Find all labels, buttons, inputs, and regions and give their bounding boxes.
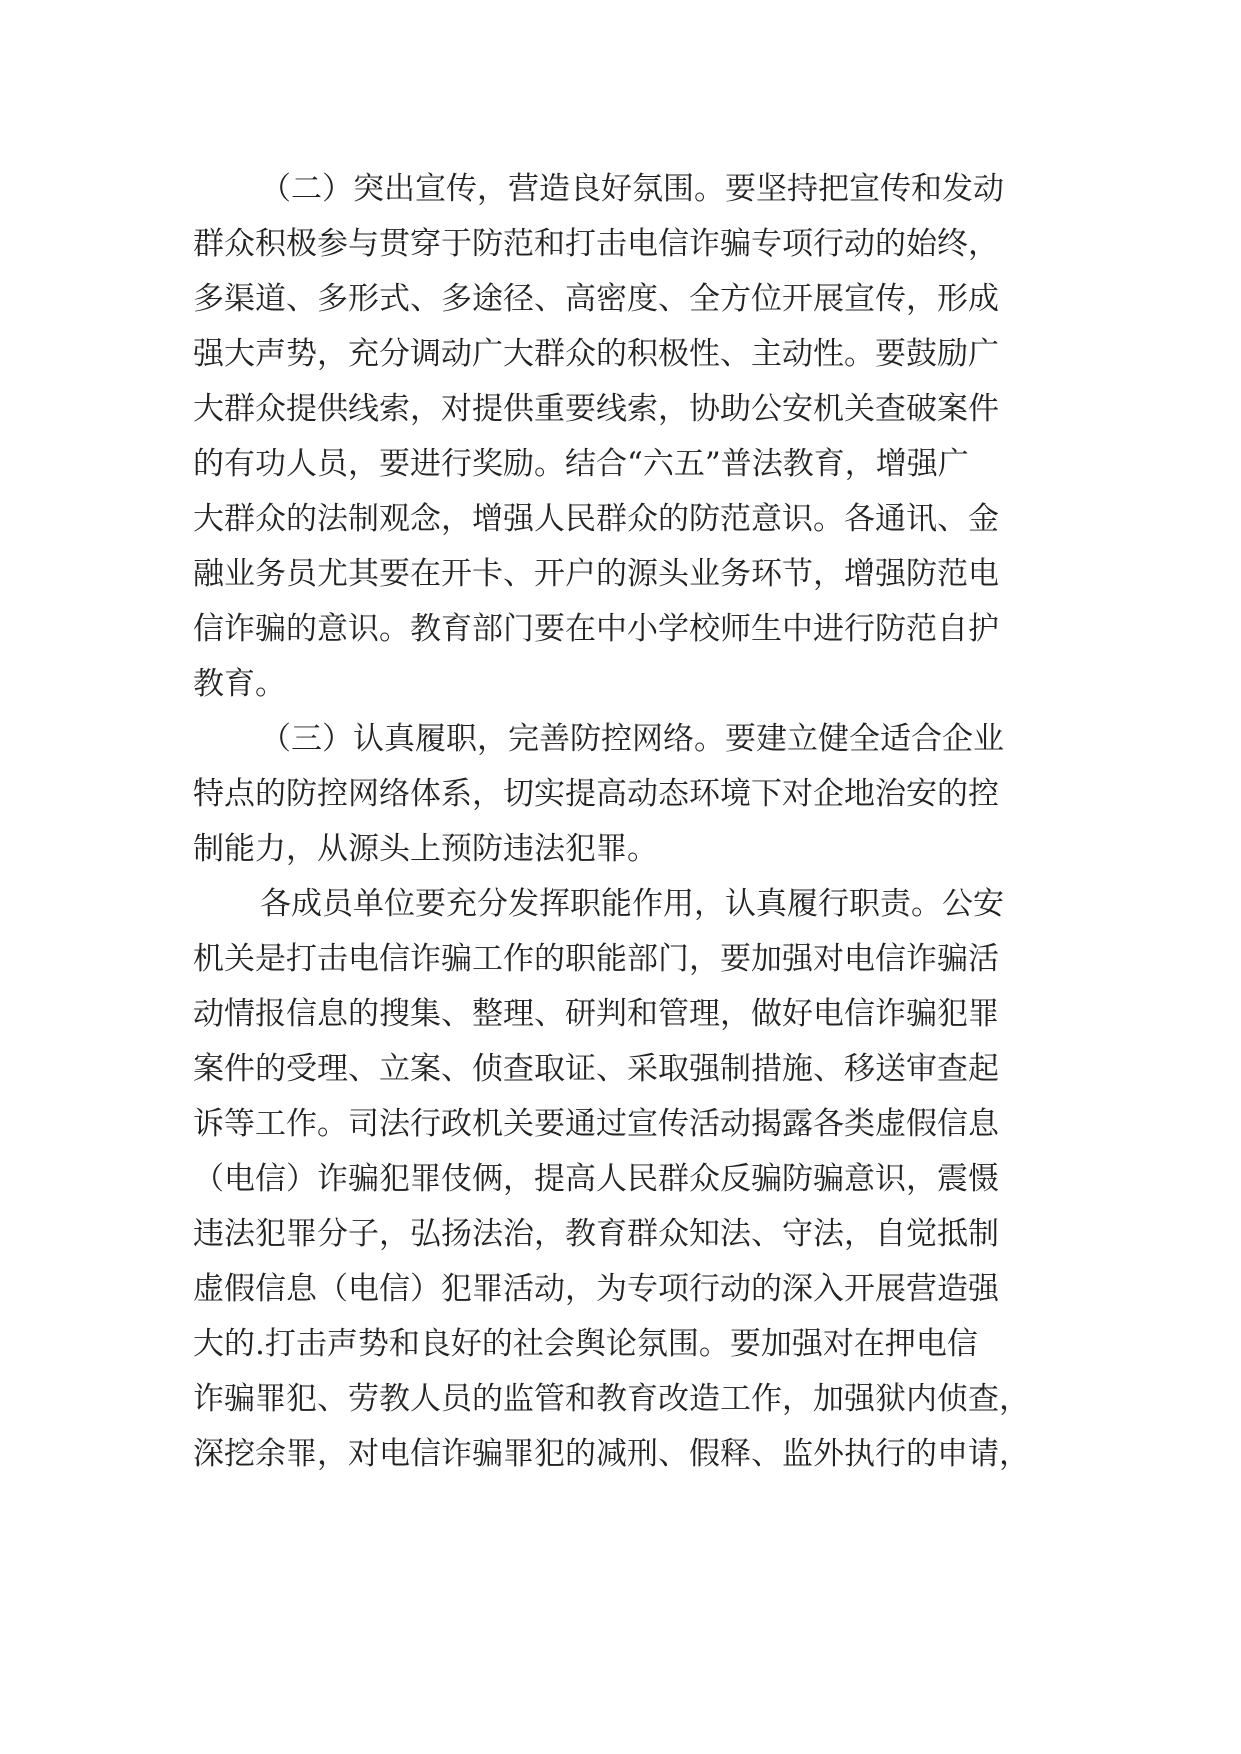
paragraph-1-line-8: 融业务员尤其要在开卡、开户的源头业务环节，增强防范电 [193, 556, 999, 592]
paragraph-1-line-5: 大群众提供线索，对提供重要线索，协助公安机关查破案件 [193, 391, 999, 427]
paragraph-3-line-3: 动情报信息的搜集、整理、研判和管理，做好电信诈骗犯罪 [193, 996, 999, 1032]
paragraph-1-line-4: 强大声势，充分调动广大群众的积极性、主动性。要鼓励广 [193, 336, 999, 372]
paragraph-1-line-6: 的有功人员，要进行奖励。结合“六五”普法教育，增强广 [193, 446, 969, 482]
paragraph-3-line-6: （电信）诈骗犯罪伎俩，提高人民群众反骗防骗意识，震慑 [193, 1161, 999, 1197]
paragraph-3-line-4: 案件的受理、立案、侦查取证、采取强制措施、移送审查起 [193, 1051, 999, 1087]
paragraph-2-line-2: 特点的防控网络体系，切实提高动态环境下对企地治安的控 [193, 776, 999, 812]
paragraph-1-line-1: （二）突出宣传，营造良好氛围。要坚持把宣传和发动 [260, 171, 1004, 207]
paragraph-3-line-1: 各成员单位要充分发挥职能作用，认真履行职责。公安 [260, 886, 1004, 922]
paragraph-3-line-2: 机关是打击电信诈骗工作的职能部门，要加强对电信诈骗活 [193, 941, 999, 977]
paragraph-3-line-5: 诉等工作。司法行政机关要通过宣传活动揭露各类虚假信息 [193, 1106, 999, 1142]
paragraph-3-line-10: 诈骗罪犯、劳教人员的监管和教育改造工作，加强狱内侦查， [193, 1381, 1030, 1417]
paragraph-1-line-7: 大群众的法制观念，增强人民群众的防范意识。各通讯、金 [193, 501, 999, 537]
paragraph-3-line-9: 大的.打击声势和良好的社会舆论氛围。要加强对在押电信 [193, 1326, 978, 1362]
paragraph-3-line-8: 虚假信息（电信）犯罪活动，为专项行动的深入开展营造强 [193, 1271, 999, 1307]
paragraph-2-line-3: 制能力，从源头上预防违法犯罪。 [193, 831, 658, 867]
paragraph-3-line-11: 深挖余罪，对电信诈骗罪犯的减刑、假释、监外执行的申请， [193, 1436, 1030, 1472]
paragraph-1-line-2: 群众积极参与贯穿于防范和打击电信诈骗专项行动的始终， [193, 226, 999, 262]
paragraph-1-line-3: 多渠道、多形式、多途径、高密度、全方位开展宣传，形成 [193, 281, 999, 317]
paragraph-1-line-10: 教育。 [193, 666, 286, 702]
paragraph-1-line-9: 信诈骗的意识。教育部门要在中小学校师生中进行防范自护 [193, 611, 999, 647]
paragraph-2-line-1: （三）认真履职，完善防控网络。要建立健全适合企业 [260, 721, 1004, 757]
paragraph-3-line-7: 违法犯罪分子，弘扬法治，教育群众知法、守法，自觉抵制 [193, 1216, 999, 1252]
